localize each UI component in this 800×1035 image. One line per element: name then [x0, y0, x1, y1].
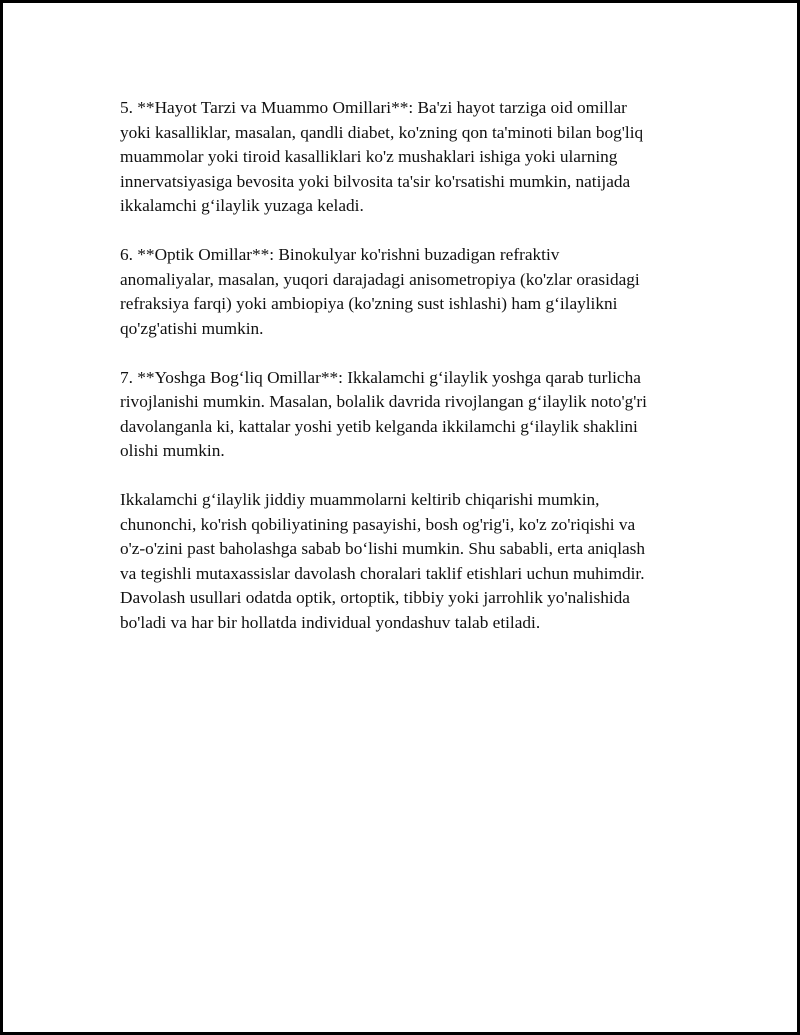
text-line: bo'ladi va har bir hollatda individual yondashuv talab etiladi.: [120, 612, 541, 632]
text-line: Ikkalamchi g‘ilaylik jiddiy muammolarni keltirib chiqarishi mumkin,: [120, 490, 600, 509]
text-line: muammolar yoki tiroid kasalliklari ko'z mushaklari ishiga yoki ularning: [120, 147, 618, 166]
text-line: 6. **Optik Omillar**: Binokulyar ko'rishni buzadigan refraktiv: [120, 245, 560, 264]
text-line: va tegishli mutaxassislar davolash choralari taklif etishlari uchun muhimdir.: [120, 563, 645, 583]
text-line: olishi mumkin.: [120, 441, 225, 460]
text-line: yoki kasalliklar, masalan, qandli diabet, ko'zning qon ta'minoti bilan bog'liq: [120, 122, 644, 142]
text-line: qo'zg'atishi mumkin.: [120, 318, 264, 338]
text-line: 5. **Hayot Tarzi va Muammo Omillari**: Ba'zi hayot tarziga oid omillar: [120, 98, 627, 117]
paragraph-optical-factors: [120, 243, 695, 341]
text-line: Davolash usullari odatda optik, ortoptik, tibbiy yoki jarrohlik yo'nalishida: [120, 588, 630, 607]
paragraph-lifestyle-factors: [120, 96, 695, 219]
text-line: 7. **Yoshga Bog‘liq Omillar**: Ikkalamchi g‘ilaylik yoshga qarab turlicha: [120, 367, 641, 387]
text-line: rivojlanishi mumkin. Masalan, bolalik davrida rivojlangan g‘ilaylik noto'g'ri: [120, 392, 647, 411]
paragraph-age-factors: [120, 366, 695, 464]
text-line: davolanganla ki, kattalar yoshi yetib kelganda ikkilamchi g‘ilaylik shaklini: [120, 416, 638, 436]
text-line: refraksiya farqi) yoki ambiopiya (ko'zning sust ishlashi) ham g‘ilaylikni: [120, 294, 618, 313]
text-line: o'z-o'zini past baholashga sabab bo‘lishi mumkin. Shu sababli, erta aniqlash: [120, 539, 646, 558]
text-line: anomaliyalar, masalan, yuqori darajadagi anisometropiya (ko'zlar orasidagi: [120, 269, 640, 289]
text-line: innervatsiyasiga bevosita yoki bilvosita ta'sir ko'rsatishi mumkin, natijada: [120, 171, 631, 191]
text-line: ikkalamchi g‘ilaylik yuzaga keladi.: [120, 196, 364, 215]
paragraph-conclusion: [120, 488, 695, 635]
text-line: chunonchi, ko'rish qobiliyatining pasayishi, bosh og'rig'i, ko'z zo'riqishi va: [120, 514, 636, 534]
document-body: [120, 96, 695, 660]
